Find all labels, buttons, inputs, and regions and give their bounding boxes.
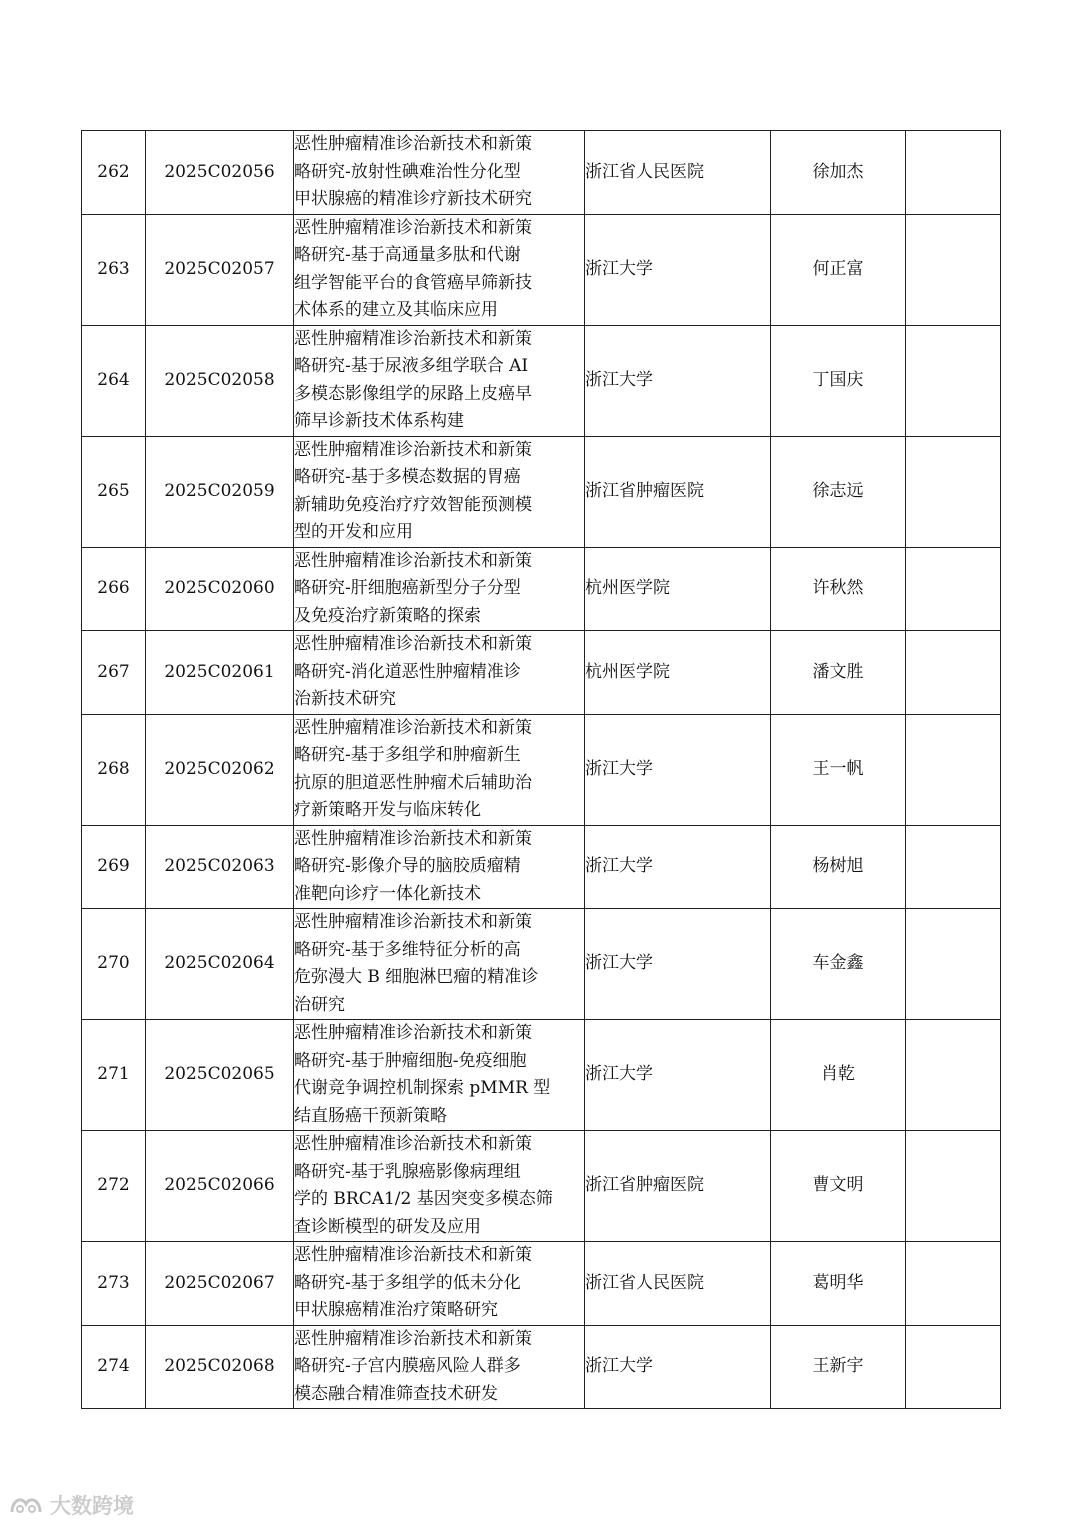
- remarks-cell: [906, 825, 1001, 909]
- row-number: 268: [82, 714, 146, 825]
- table-row: [82, 214, 1001, 325]
- project-code: 2025C02059: [146, 436, 294, 547]
- table-row: [82, 436, 1001, 547]
- project-leader: 车金鑫: [771, 909, 906, 1020]
- project-name-line: 查诊断模型的研发及应用: [294, 1216, 481, 1237]
- project-name-line: 略研究-基于乳腺癌影像病理组: [294, 1161, 521, 1182]
- project-leader: 曹文明: [771, 1131, 906, 1242]
- project-name: [294, 214, 585, 325]
- project-name-line: 恶性肿瘤精准诊治新技术和新策: [294, 217, 532, 238]
- project-name: [294, 325, 585, 436]
- project-code: 2025C02058: [146, 325, 294, 436]
- project-name-line: 危弥漫大 B 细胞淋巴瘤的精准诊: [294, 967, 539, 987]
- table-row: [82, 1131, 1001, 1242]
- project-code: 2025C02063: [146, 825, 294, 909]
- remarks-cell: [906, 631, 1001, 715]
- row-number: 269: [82, 825, 146, 909]
- project-name: [294, 1242, 585, 1326]
- organization: 浙江省人民医院: [585, 1242, 771, 1326]
- project-name-line: 恶性肿瘤精准诊治新技术和新策: [294, 828, 532, 849]
- project-name-line: 略研究-放射性碘难治性分化型: [294, 161, 521, 182]
- remarks-cell: [906, 325, 1001, 436]
- project-name-line: 恶性肿瘤精准诊治新技术和新策: [294, 1245, 532, 1265]
- remarks-cell: [906, 214, 1001, 325]
- project-code: 2025C02065: [146, 1020, 294, 1131]
- project-name-line: 略研究-基于多维特征分析的高: [294, 939, 521, 960]
- project-name-line: 恶性肿瘤精准诊治新技术和新策: [294, 134, 532, 154]
- organization: 浙江大学: [585, 1325, 771, 1409]
- project-name-line: 甲状腺癌精准治疗策略研究: [294, 1300, 498, 1320]
- project-name-line: 新辅助免疫治疗疗效智能预测模: [294, 494, 532, 515]
- organization: 浙江省肿瘤医院: [585, 436, 771, 547]
- project-name: [294, 436, 585, 547]
- project-code: 2025C02056: [146, 131, 294, 215]
- project-leader: 何正富: [771, 214, 906, 325]
- project-name-line: 恶性肿瘤精准诊治新技术和新策: [294, 1023, 532, 1043]
- organization: 浙江大学: [585, 714, 771, 825]
- project-name-line: 恶性肿瘤精准诊治新技术和新策: [294, 439, 532, 460]
- table-row: [82, 714, 1001, 825]
- project-name: [294, 1131, 585, 1242]
- project-leader: 王新宇: [771, 1325, 906, 1409]
- project-leader: 潘文胜: [771, 631, 906, 715]
- remarks-cell: [906, 436, 1001, 547]
- project-name-line: 恶性肿瘤精准诊治新技术和新策: [294, 912, 532, 932]
- project-name-line: 略研究-子宫内膜癌风险人群多: [294, 1356, 521, 1376]
- project-name-line: 治新技术研究: [294, 689, 396, 709]
- project-name-line: 略研究-基于多组学的低未分化: [294, 1272, 521, 1293]
- project-name-line: 恶性肿瘤精准诊治新技术和新策: [294, 717, 532, 738]
- project-name-line: 筛早诊新技术体系构建: [294, 411, 464, 431]
- remarks-cell: [906, 909, 1001, 1020]
- project-name-line: 略研究-影像介导的脑胶质瘤精: [294, 856, 521, 876]
- project-leader: 徐加杰: [771, 131, 906, 215]
- project-name-line: 恶性肿瘤精准诊治新技术和新策: [294, 328, 532, 349]
- project-name-line: 组学智能平台的食管癌早筛新技: [294, 272, 532, 293]
- organization: 浙江大学: [585, 909, 771, 1020]
- remarks-cell: [906, 714, 1001, 825]
- organization: 浙江大学: [585, 325, 771, 436]
- remarks-cell: [906, 547, 1001, 631]
- project-code: 2025C02067: [146, 1242, 294, 1326]
- project-name-line: 恶性肿瘤精准诊治新技术和新策: [294, 1134, 532, 1154]
- project-leader: 徐志远: [771, 436, 906, 547]
- project-leader: 许秋然: [771, 547, 906, 631]
- project-name-line: 模态融合精准筛查技术研发: [294, 1383, 498, 1404]
- project-name-line: 代谢竞争调控机制探索 pMMR 型: [294, 1078, 551, 1098]
- project-name: [294, 1020, 585, 1131]
- organization: 浙江大学: [585, 1020, 771, 1131]
- project-name-line: 及免疫治疗新策略的探索: [294, 605, 481, 626]
- project-name-line: 疗新策略开发与临床转化: [294, 800, 481, 820]
- organization: 浙江大学: [585, 214, 771, 325]
- table-row: [82, 631, 1001, 715]
- project-table: [81, 130, 1001, 1409]
- organization: 杭州医学院: [585, 631, 771, 715]
- project-code: 2025C02066: [146, 1131, 294, 1242]
- project-name-line: 甲状腺癌的精准诊疗新技术研究: [294, 189, 532, 209]
- remarks-cell: [906, 131, 1001, 215]
- project-name-line: 术体系的建立及其临床应用: [294, 300, 498, 320]
- remarks-cell: [906, 1325, 1001, 1409]
- project-code: 2025C02057: [146, 214, 294, 325]
- project-name-line: 略研究-消化道恶性肿瘤精准诊: [294, 661, 521, 682]
- project-name-line: 准靶向诊疗一体化新技术: [294, 883, 481, 904]
- project-name: [294, 909, 585, 1020]
- row-number: 271: [82, 1020, 146, 1131]
- table-row: [82, 825, 1001, 909]
- table-row: [82, 1020, 1001, 1131]
- project-name: [294, 714, 585, 825]
- project-name-line: 略研究-基于多组学和肿瘤新生: [294, 745, 521, 765]
- table-row: [82, 547, 1001, 631]
- project-name-line: 多模态影像组学的尿路上皮癌早: [294, 383, 532, 404]
- project-name-line: 恶性肿瘤精准诊治新技术和新策: [294, 550, 532, 571]
- project-name-line: 抗原的胆道恶性肿瘤术后辅助治: [294, 772, 532, 793]
- project-name-line: 学的 BRCA1/2 基因突变多模态筛: [294, 1189, 553, 1209]
- project-name-line: 治研究: [294, 994, 345, 1015]
- watermark: [8, 1490, 134, 1520]
- organization: 浙江省肿瘤医院: [585, 1131, 771, 1242]
- project-name-line: 结直肠癌干预新策略: [294, 1105, 447, 1126]
- table-row: [82, 909, 1001, 1020]
- organization: 浙江省人民医院: [585, 131, 771, 215]
- project-name: [294, 825, 585, 909]
- project-code: 2025C02061: [146, 631, 294, 715]
- project-name-line: 略研究-基于高通量多肽和代谢: [294, 245, 521, 265]
- project-name-line: 略研究-基于尿液多组学联合 AI: [294, 356, 529, 376]
- project-leader: 王一帆: [771, 714, 906, 825]
- project-name-line: 略研究-基于肿瘤细胞-免疫细胞: [294, 1050, 527, 1071]
- row-number: 264: [82, 325, 146, 436]
- project-name-line: 略研究-基于多模态数据的胃癌: [294, 467, 521, 487]
- table-row: [82, 1325, 1001, 1409]
- table-row: [82, 1242, 1001, 1326]
- project-name-line: 恶性肿瘤精准诊治新技术和新策: [294, 1328, 532, 1349]
- project-leader: 肖乾: [771, 1020, 906, 1131]
- project-leader: 葛明华: [771, 1242, 906, 1326]
- row-number: 273: [82, 1242, 146, 1326]
- row-number: 274: [82, 1325, 146, 1409]
- watermark-text: 大数跨境: [50, 1494, 134, 1518]
- brand-logo-icon: [8, 1492, 44, 1518]
- table-row: [82, 325, 1001, 436]
- project-code: 2025C02068: [146, 1325, 294, 1409]
- project-leader: 丁国庆: [771, 325, 906, 436]
- row-number: 263: [82, 214, 146, 325]
- project-name-line: 型的开发和应用: [294, 522, 413, 542]
- remarks-cell: [906, 1020, 1001, 1131]
- organization: 杭州医学院: [585, 547, 771, 631]
- row-number: 262: [82, 131, 146, 215]
- project-name-line: 恶性肿瘤精准诊治新技术和新策: [294, 634, 532, 654]
- row-number: 265: [82, 436, 146, 547]
- project-name: [294, 1325, 585, 1409]
- row-number: 266: [82, 547, 146, 631]
- remarks-cell: [906, 1242, 1001, 1326]
- remarks-cell: [906, 1131, 1001, 1242]
- project-leader: 杨树旭: [771, 825, 906, 909]
- row-number: 267: [82, 631, 146, 715]
- organization: 浙江大学: [585, 825, 771, 909]
- project-code: 2025C02064: [146, 909, 294, 1020]
- table-row: [82, 131, 1001, 215]
- row-number: 272: [82, 1131, 146, 1242]
- row-number: 270: [82, 909, 146, 1020]
- project-code: 2025C02062: [146, 714, 294, 825]
- project-name: [294, 131, 585, 215]
- project-name: [294, 631, 585, 715]
- project-table-body: [82, 131, 1001, 1409]
- project-name-line: 略研究-肝细胞癌新型分子分型: [294, 578, 521, 598]
- project-name: [294, 547, 585, 631]
- project-code: 2025C02060: [146, 547, 294, 631]
